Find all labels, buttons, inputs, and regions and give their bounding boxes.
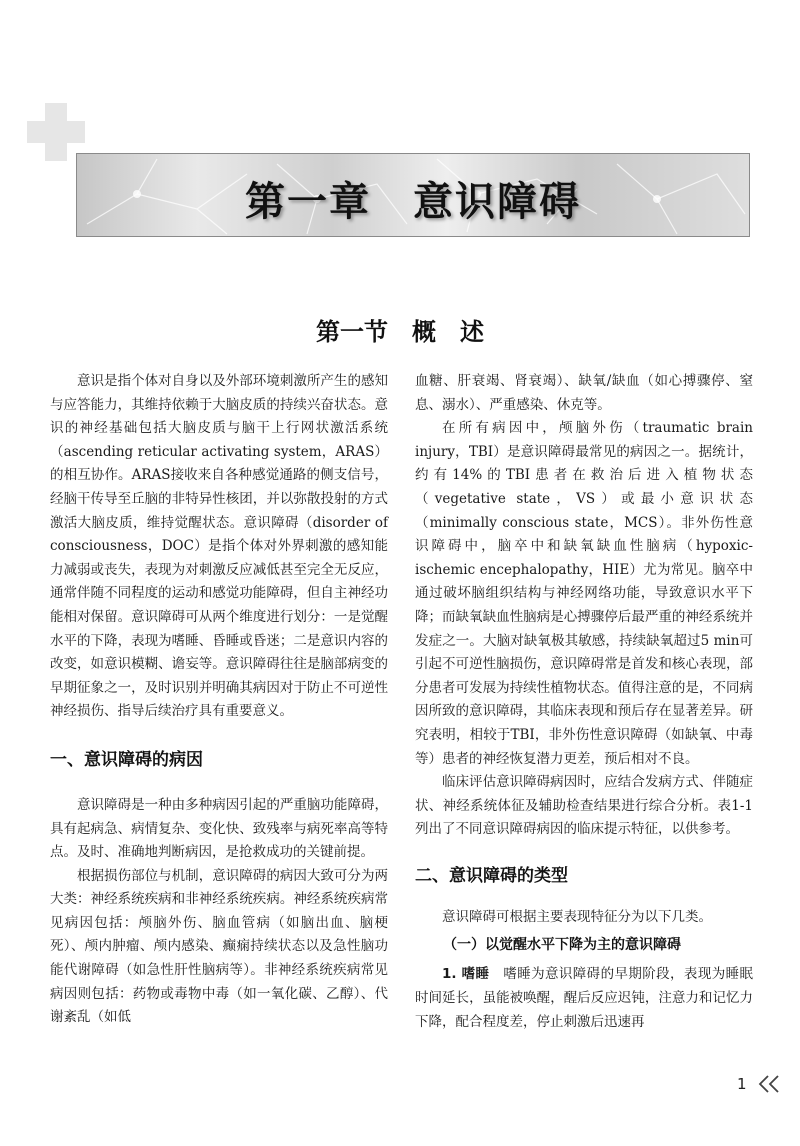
causes-paragraph-1: 意识障碍是一种由多种病因引起的严重脑功能障碍，具有起病急、病情复杂、变化快、致残率与病死率高等特点。及时、准确地判断病因，是抢救成功的关键前提。 — [50, 796, 388, 861]
chapter-banner — [76, 153, 750, 237]
page-number: 1 — [737, 1075, 747, 1093]
right-column — [415, 370, 753, 1034]
chapter-title: 第一章 意识障碍 — [245, 178, 581, 225]
tbi-paragraph: 在所有病因中，颅脑外伤（traumatic brain injury，TBI）是意识障碍最常见的病因之一。据统计，约有14%的TBI患者在救治后进入植物状态（vegetative state，VS）或最小意识状态（minimally conscious state，MCS）。非外伤性意识障碍中，脑卒中和缺氧缺血性脑病（hypoxic-ischemic encephalopathy，HIE）尤为常见。脑卒中通过破坏脑组织结构与神经网络功能，导致意识水平下降；而缺氧缺血性脑病是心搏骤停后最严重的神经系统并发症之一。大脑对缺氧极其敏感，持续缺氧超过5 min可引起不可逆性脑损伤，意识障碍常是首发和核心表现，部分患者可发展为持续性植物状态。值得注意的是，不同病因所致的意识障碍，其临床表现和预后存在显著差异。研究表明，相较于TBI，非外伤性意识障碍（如缺氧、中毒等）患者的神经恢复潜力更差，预后相对不良。 — [415, 420, 753, 767]
causes-continued: 血糖、肝衰竭、肾衰竭）、缺氧/缺血（如心搏骤停、窒息、溺水）、严重感染、休克等。 — [415, 373, 753, 413]
intro-paragraph: 意识是指个体对自身以及外部环境刺激所产生的感知与应答能力，其维持依赖于大脑皮质的持续兴奋状态。意识的神经基础包括大脑皮质与脑干上行网状激活系统（ascending reticular activating system，ARAS）的相互协作。ARAS接收来自各种感觉通路的侧支信号，经脑干传导至丘脑的非特异性核团，并以弥散投射的方式激活大脑皮质，维持觉醒状态。意识障碍（disorder of consciousness，DOC）是指个体对外界刺激的感知能力减弱或丧失，表现为对刺激反应减低甚至完全无反应，通常伴随不同程度的运动和感觉功能障碍，但自主神经功能相对保留。意识障碍可从两个维度进行划分：一是觉醒水平的下降，表现为嗜睡、昏睡或昏迷；二是意识内容的改变，如意识模糊、谵妄等。意识障碍往往是脑部病变的早期征象之一，及时识别并明确其病因对于防止不可逆性神经损伤、指导后续治疗具有重要意义。 — [50, 373, 388, 720]
causes-paragraph-2: 根据损伤部位与机制，意识障碍的病因大致可分为两大类：神经系统疾病和非神经系统疾病。神经系统疾病常见病因包括：颅脑外伤、脑血管病（如脑出血、脑梗死）、颅内肿瘤、颅内感染、癫痫持续状态以及急性脑功能代谢障碍（如急性肝性脑病等）。非神经系统疾病常见病因则包括：药物或毒物中毒（如一氧化碳、乙醇）、代谢紊乱（如低 — [50, 867, 388, 1026]
somnolence-text: 嗜睡为意识障碍的早期阶段，表现为睡眠时间延长，虽能被唤醒，醒后反应迟钝，注意力和记忆力下降，配合程度差，停止刺激后迅速再 — [415, 966, 754, 1030]
somnolence-paragraph — [415, 963, 753, 1034]
section-title: 第一节 概 述 — [316, 318, 484, 346]
subheading-arousal: （一）以觉醒水平下降为主的意识障碍 — [443, 937, 681, 954]
types-intro: 意识障碍可根据主要表现特征分为以下几类。 — [442, 908, 712, 925]
heading-causes: 一、意识障碍的病因 — [50, 749, 203, 770]
somnolence-term: 1. 嗜睡 — [442, 966, 490, 983]
clinical-paragraph: 临床评估意识障碍病因时，应结合发病方式、伴随症状、神经系统体征及辅助检查结果进行综合分析。表1-1列出了不同意识障碍病因的临床提示特征，以供参考。 — [415, 774, 753, 838]
double-chevron-left-icon — [757, 1074, 783, 1094]
left-column — [50, 370, 388, 1030]
heading-types: 二、意识障碍的类型 — [415, 865, 568, 886]
